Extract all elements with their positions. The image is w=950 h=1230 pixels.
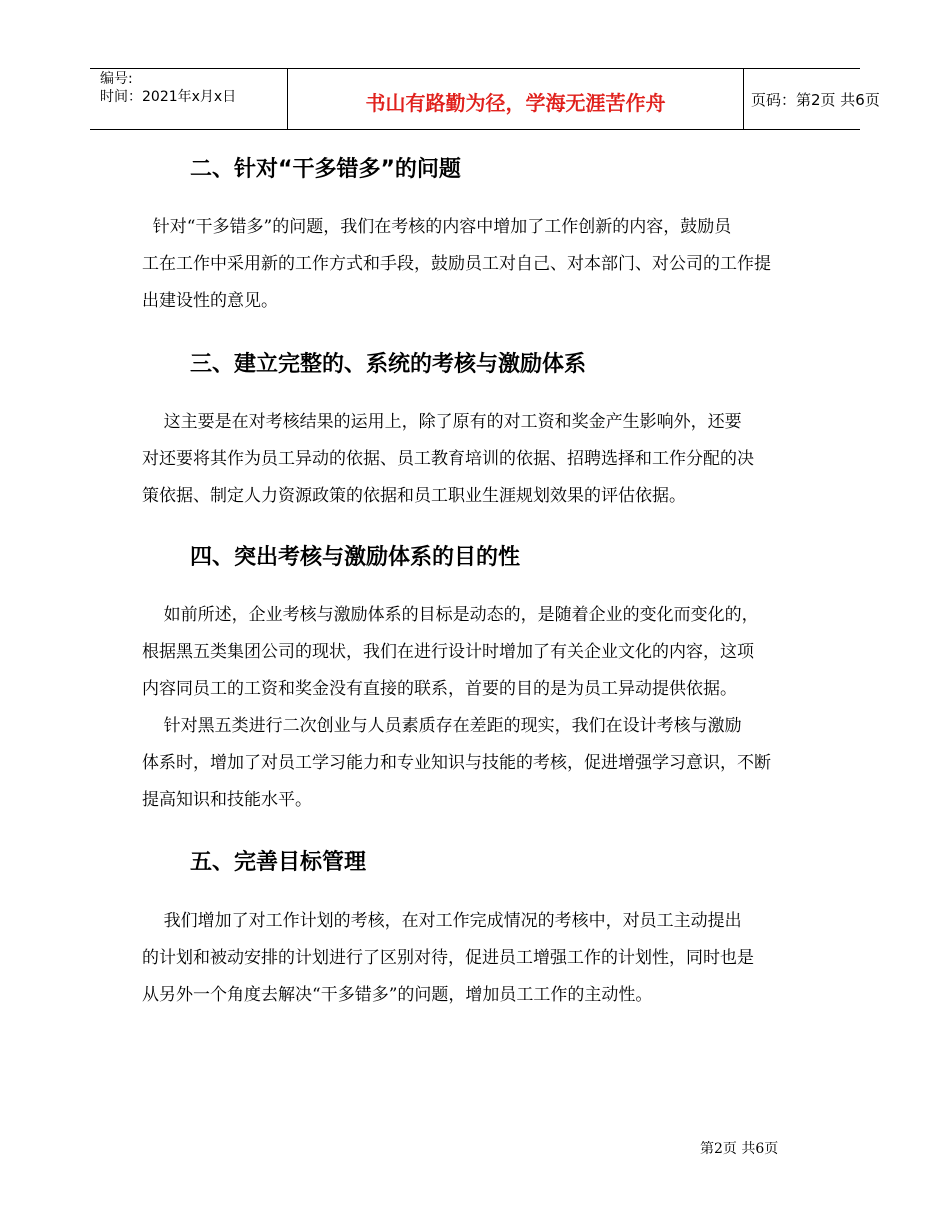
section-heading: 四、突出考核与激励体系的目的性 [190,545,521,570]
paragraph-line: 体系时，增加了对员工学习能力和专业知识与技能的考核，促进增强学习意识，不断 [142,753,771,773]
header-page-code: 页码：第2页 共6页 [751,91,880,109]
paragraph-line: 我们增加了对工作计划的考核，在对工作完成情况的考核中，对员工主动提出 [142,911,742,931]
page-footer-number: 第2页 共6页 [700,1141,779,1157]
paragraph-line: 针对“干多错多”的问题，我们在考核的内容中增加了工作创新的内容，鼓励员 [142,217,732,237]
document-time-label: 时间：2021年x月x日 [100,89,237,105]
document-number-label: 编号: [100,71,133,87]
paragraph-line: 工在工作中采用新的工作方式和手段，鼓励员工对自己、对本部门、对公司的工作提 [142,254,771,274]
header-meta-cell [90,69,287,129]
paragraph [142,708,810,819]
paragraph-line: 根据黑五类集团公司的现状，我们在进行设计时增加了有关企业文化的内容，这项 [142,642,754,662]
paragraph-line: 策依据、制定人力资源政策的依据和员工职业生涯规划效果的评估依据。 [142,486,686,506]
paragraph-line: 针对黑五类进行二次创业与人员素质存在差距的现实，我们在设计考核与激励 [142,716,742,736]
paragraph [142,597,810,708]
section-heading: 三、建立完整的、系统的考核与激励体系 [190,352,587,377]
header-page-cell [743,69,880,129]
paragraph-line: 出建设性的意见。 [142,291,278,311]
header-motto-cell [287,69,744,129]
paragraph-line: 如前所述，企业考核与激励体系的目标是动态的，是随着企业的变化而变化的， [142,605,759,625]
section-heading: 五、完善目标管理 [190,850,367,875]
paragraph-line: 内容同员工的工资和奖金没有直接的联系，首要的目的是为员工异动提供依据。 [142,679,737,699]
paragraph [142,903,810,1014]
paragraph-line: 从另外一个角度去解决“干多错多”的问题，增加员工工作的主动性。 [142,985,653,1005]
section-heading: 二、针对“干多错多”的问题 [190,157,461,182]
paragraph-line: 的计划和被动安排的计划进行了区别对待，促进员工增强工作的计划性，同时也是 [142,948,754,968]
paragraph-line: 对还要将其作为员工异动的依据、员工教育培训的依据、招聘选择和工作分配的决 [142,449,754,469]
paragraph [142,209,810,320]
page-header [90,68,880,130]
header-motto: 书山有路勤为径，学海无涯苦作舟 [365,91,666,115]
paragraph-line: 这主要是在对考核结果的运用上，除了原有的对工资和奖金产生影响外，还要 [142,412,742,432]
paragraph [142,404,810,515]
paragraph-line: 提高知识和技能水平。 [142,790,312,810]
